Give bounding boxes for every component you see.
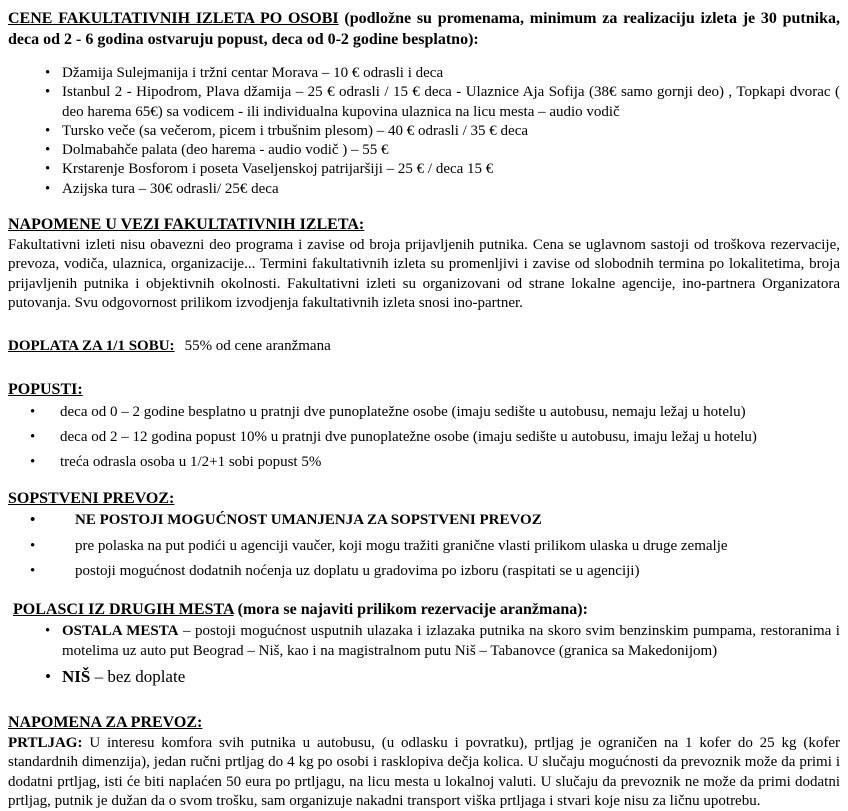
sopstveni-prevoz-list <box>8 511 840 581</box>
list-item <box>8 622 840 661</box>
list-item-text: – postoji mogućnost usputnih ulazaka i izlazaka putnika na skoro svim benzinskim pumpama, restoranima i motelima uz auto put Beograd – Niš, kao i na magistralnom putu Niš – Tabanovce (granica sa Makedonijom) <box>62 623 840 659</box>
page-title-main: CENE FAKULTATIVNIH IZLETA PO OSOBI <box>8 10 339 27</box>
list-item-lead: NIŠ <box>62 666 91 686</box>
list-item: • Džamija Sulejmanija i tržni centar Morava – 10 € odrasli i deca <box>8 64 840 83</box>
napomene-paragraph: Fakultativni izleti nisu obavezni deo programa i zavise od broja prijavljenih putnika. Cena se uglavnom sastoji od troškova rezervacije, prevoza, vodiča, ulaznica, organizacije... Termini fakultativnih izleta su promenljivi i zavise od slobodnih termina po lokalitetima, broja prijavljenih putnika i objektivnih okolnosti. Fakultativni izleti su organizovani od strane lokalne agencije, ino-partnera Organizatora putovanja. Svu odgovornost prilikom izvodjenja fakultativnih izleta snosi ino-partner. <box>8 237 840 311</box>
list-item: • Azijska tura – 30€ odrasli/ 25€ deca <box>8 180 840 199</box>
section-heading-polasci <box>13 599 840 620</box>
doplata-heading: DOPLATA ZA 1/1 SOBU: <box>8 338 175 355</box>
polasci-list <box>8 622 840 688</box>
section-heading-popusti <box>8 379 840 400</box>
section-heading-note: (mora se najaviti prilikom rezervacije aranžmana): <box>233 601 588 619</box>
list-item: • NE POSTOJI MOGUĆNOST UMANJENJA ZA SOPSTVENI PREVOZ <box>8 511 840 530</box>
list-item <box>8 665 840 688</box>
list-item: • postoji mogućnost dodatnih noćenja uz doplatu u gradovima po izboru (raspitati se u agenciji) <box>8 562 840 581</box>
excursion-price-list <box>8 64 840 199</box>
prtljag-lead: PRTLJAG: <box>8 734 83 751</box>
list-item: • Krstarenje Bosforom i poseta Vaseljenskoj patrijaršiji – 25 € / deca 15 € <box>8 160 840 179</box>
page-title-note: (podložne su promenama, minimum za realizaciju izleta je 30 putnika, deca od 2 - 6 godina ostvaruju popust, deca od 0-2 godine besplatno): <box>8 10 840 48</box>
section-heading-text: SOPSTVENI PREVOZ: <box>8 490 175 508</box>
section-heading-text: POLASCI IZ DRUGIH MESTA <box>13 601 234 619</box>
list-item-text: – bez doplate <box>90 666 186 686</box>
list-item: • Tursko veče (sa večerom, picem i trbušnim plesom) – 40 € odrasli / 35 € deca <box>8 122 840 141</box>
list-item: • deca od 0 – 2 godine besplatno u pratnji dve punoplatežne osobe (imaju sedište u autobusu, nemaju ležaj u hotelu) <box>8 403 840 422</box>
list-item: • treća odrasla osoba u 1/2+1 sobi popust 5% <box>8 453 840 472</box>
list-item-lead: OSTALA MESTA <box>62 623 179 640</box>
section-heading-napomena-za-prevoz <box>8 712 840 733</box>
section-heading-sopstveni-prevoz <box>8 488 840 509</box>
list-item: • Istanbul 2 - Hipodrom, Plava džamija – 25 € odrasli / 15 € deca - Ulaznice Aja Sofija (38€ samo gornji deo) , Topkapi dvorac ( deo harema 65€) sa vodicem - ili individualna kupovina ulaznica na licu mesta – audio vodič <box>8 83 840 122</box>
list-item: • deca od 2 – 12 godina popust 10% u pratnji dve punoplatežne osobe (imaju sedište u autobusu, imaju ležaj u hotelu) <box>8 428 840 447</box>
section-heading-text: NAPOMENA ZA PREVOZ: <box>8 713 203 731</box>
list-item: • Dolmabahče palata (deo harema - audio vodič ) – 55 € <box>8 141 840 160</box>
page-title <box>8 8 840 50</box>
doplata-line <box>8 337 840 356</box>
section-heading-text: POPUSTI: <box>8 380 83 398</box>
prtljag-text: U interesu komfora svih putnika u autobusu, (u odlasku i povratku), prtljag je ograničen na 1 kofer do 25 kg (kofer standardnih dimenzija), jedan ručni prtljag do 4 kg po osobi i rasklopiva dečja kolica. U slučaju mogućnosti da prevoznik može da primi i dodatni prtljag, isti će biti naplaćen 50 eura po prtljagu, na licu mesta u lokalnoj valuti. U slučaju da prevoznik ne može da primi dodatni prtljag, putnik je dužan da o svom trošku, sam organizuje nakadni transport viška prtljaga i stvari koje nisu za ličnu upotrebu. <box>8 734 840 809</box>
popusti-list <box>8 403 840 473</box>
section-heading-text: NAPOMENE U VEZI FAKULTATIVNIH IZLETA: <box>8 216 365 234</box>
prtljag-paragraph <box>8 734 840 811</box>
list-item: • pre polaska na put podići u agenciji vaučer, koji mogu tražiti granične vlasti prilikom ulaska u druge zemalje <box>8 537 840 556</box>
section-heading-napomene <box>8 214 840 235</box>
doplata-value: 55% od cene aranžmana <box>184 338 331 355</box>
